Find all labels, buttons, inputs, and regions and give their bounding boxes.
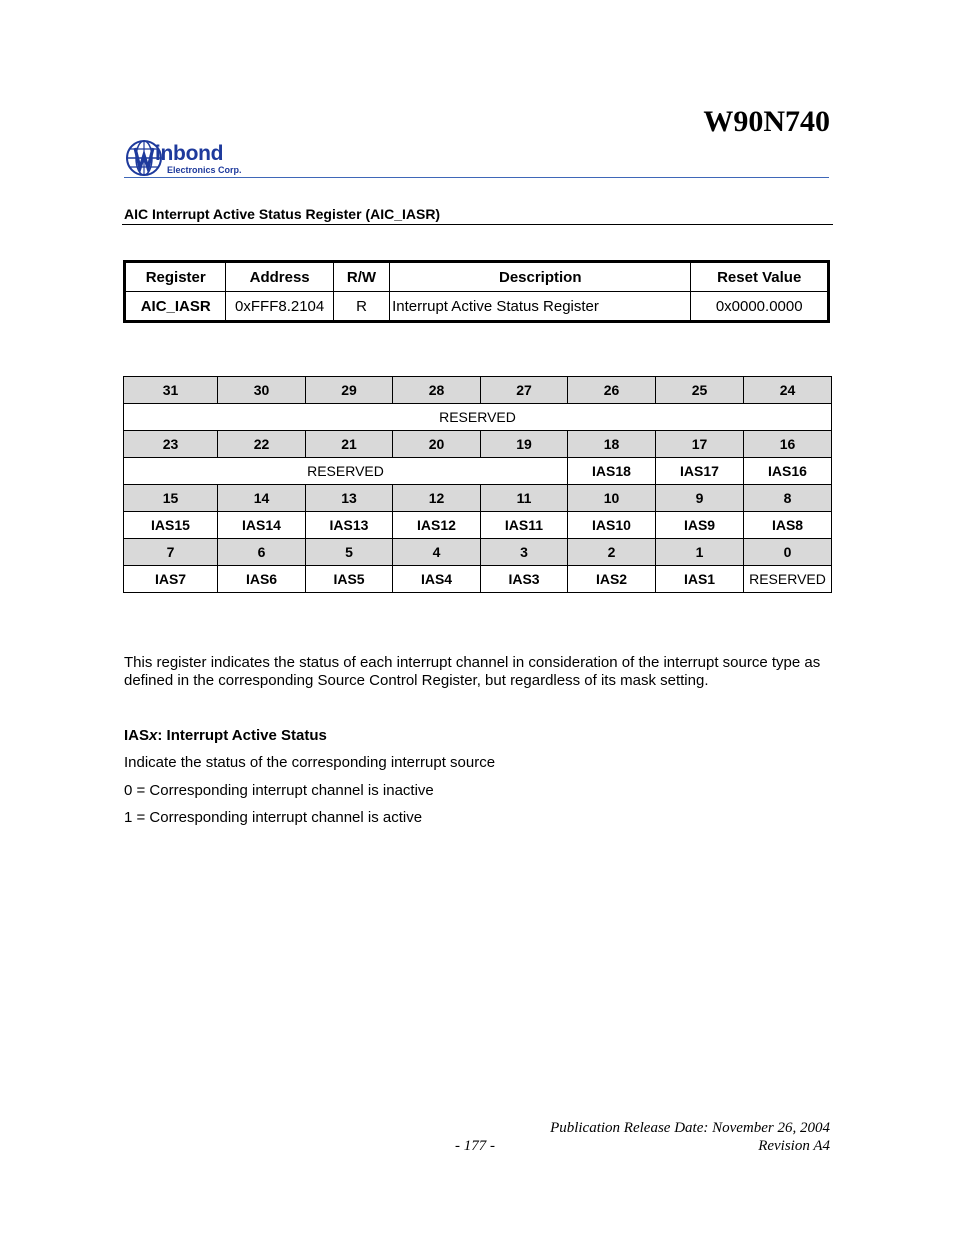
bit-number-cell: 19	[481, 431, 568, 458]
bit-number-cell: 29	[306, 377, 393, 404]
bit-number-cell: 20	[393, 431, 481, 458]
bit-number-cell: 0	[744, 539, 832, 566]
bit-number-cell: 8	[744, 485, 832, 512]
bit-field-cell: IAS6	[218, 566, 306, 593]
bit-number-cell: 7	[124, 539, 218, 566]
register-table-row	[125, 292, 829, 322]
field-description-line: Indicate the status of the corresponding interrupt source	[124, 754, 496, 771]
bit-field-cell: IAS3	[481, 566, 568, 593]
bit-number-row	[124, 431, 832, 458]
field-title-variable: x	[149, 727, 158, 744]
bit-number-cell: 21	[306, 431, 393, 458]
rw-cell: R	[333, 292, 389, 322]
bit-number-cell: 16	[744, 431, 832, 458]
publication-date: Publication Release Date: November 26, 2004	[550, 1120, 830, 1136]
rw-header: R/W	[333, 262, 389, 292]
field-value-line: 1 = Corresponding interrupt channel is active	[124, 809, 423, 826]
bit-number-cell: 27	[481, 377, 568, 404]
winbond-logo	[125, 137, 265, 179]
bit-number-cell: 6	[218, 539, 306, 566]
address-header: Address	[226, 262, 333, 292]
bit-field-cell: IAS8	[744, 512, 832, 539]
bit-number-cell: 18	[568, 431, 656, 458]
page-number: - 177 -	[455, 1138, 495, 1154]
register-description-paragraph: This register indicates the status of each interrupt channel in consideration of the interrupt source type as defined in the corresponding Source Control Register, but regardless of its mask setting.	[124, 654, 821, 689]
register-header: Register	[125, 262, 226, 292]
section-title: AIC Interrupt Active Status Register (AIC_IASR)	[124, 206, 441, 222]
bit-field-cell: IAS11	[481, 512, 568, 539]
bit-field-cell: IAS12	[393, 512, 481, 539]
bit-field-cell: IAS1	[656, 566, 744, 593]
bit-number-cell: 9	[656, 485, 744, 512]
section-divider	[122, 224, 833, 225]
bit-number-cell: 14	[218, 485, 306, 512]
bit-number-cell: 30	[218, 377, 306, 404]
bit-field-cell: IAS9	[656, 512, 744, 539]
bit-number-row	[124, 485, 832, 512]
register-table	[123, 260, 830, 323]
bit-number-row	[124, 539, 832, 566]
register-table-header-row	[125, 262, 829, 292]
bit-field-cell: IAS5	[306, 566, 393, 593]
field-title	[124, 727, 327, 745]
bit-number-cell: 10	[568, 485, 656, 512]
header-divider	[124, 177, 829, 178]
reserved-field-cell: RESERVED	[744, 566, 832, 593]
bit-field-cell: IAS18	[568, 458, 656, 485]
bit-field-cell: IAS2	[568, 566, 656, 593]
field-value-line: 0 = Corresponding interrupt channel is inactive	[124, 782, 434, 799]
bit-number-cell: 23	[124, 431, 218, 458]
bit-number-cell: 4	[393, 539, 481, 566]
bit-field-cell: IAS15	[124, 512, 218, 539]
bit-number-cell: 24	[744, 377, 832, 404]
reserved-field-cell: RESERVED	[124, 404, 832, 431]
bit-field-cell: IAS10	[568, 512, 656, 539]
bit-field-row	[124, 512, 832, 539]
bit-field-cell: IAS4	[393, 566, 481, 593]
reset-value-header: Reset Value	[691, 262, 829, 292]
bit-number-cell: 22	[218, 431, 306, 458]
bit-number-cell: 31	[124, 377, 218, 404]
bit-field-cell: IAS7	[124, 566, 218, 593]
bit-number-row	[124, 377, 832, 404]
description-cell: Interrupt Active Status Register	[390, 292, 691, 322]
field-title-suffix: : Interrupt Active Status	[157, 727, 327, 744]
register-name-cell: AIC_IASR	[125, 292, 226, 322]
description-header: Description	[390, 262, 691, 292]
bit-number-cell: 12	[393, 485, 481, 512]
logo-wordmark: inbond	[155, 142, 224, 165]
bit-field-table	[123, 376, 832, 593]
bit-number-cell: 25	[656, 377, 744, 404]
bit-number-cell: 17	[656, 431, 744, 458]
bit-number-cell: 1	[656, 539, 744, 566]
bit-field-row	[124, 458, 832, 485]
bit-field-cell: IAS14	[218, 512, 306, 539]
bit-number-cell: 11	[481, 485, 568, 512]
bit-number-cell: 28	[393, 377, 481, 404]
bit-number-cell: 13	[306, 485, 393, 512]
reset-value-cell: 0x0000.0000	[691, 292, 829, 322]
bit-number-cell: 26	[568, 377, 656, 404]
address-cell: 0xFFF8.2104	[226, 292, 333, 322]
document-title: W90N740	[703, 105, 830, 138]
reserved-field-cell: RESERVED	[124, 458, 568, 485]
bit-number-cell: 3	[481, 539, 568, 566]
bit-number-cell: 5	[306, 539, 393, 566]
bit-field-cell: IAS13	[306, 512, 393, 539]
bit-number-cell: 15	[124, 485, 218, 512]
bit-number-cell: 2	[568, 539, 656, 566]
bit-field-cell: IAS17	[656, 458, 744, 485]
revision-label: Revision A4	[758, 1138, 830, 1154]
field-title-prefix: IAS	[124, 727, 150, 744]
bit-field-row	[124, 566, 832, 593]
bit-field-row	[124, 404, 832, 431]
bit-field-cell: IAS16	[744, 458, 832, 485]
logo-subtext: Electronics Corp.	[167, 165, 242, 175]
